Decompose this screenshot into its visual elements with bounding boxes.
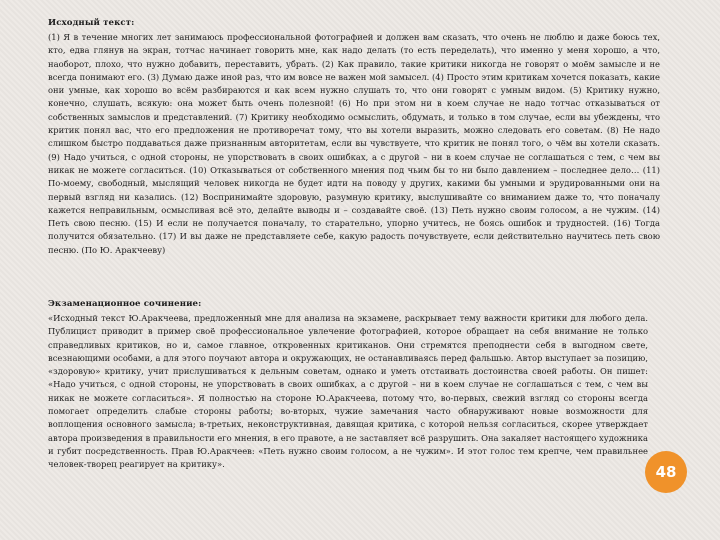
source-title: Исходный текст: bbox=[48, 18, 135, 28]
essay-title: Экзаменационное сочинение: bbox=[48, 299, 202, 309]
essay-text: «Исходный текст Ю.Аракчеева, предложенный мне для анализа на экзамене, раскрывает тему важности критики для любого дела. Публицист приводит в пример своё профессиональное увлечение фотографией, которое обращает на себя внимание не только справедливых критиков, но и, самое главное, откровенных критиканов. Они стремятся преподнести себя в выгодном свете, всезнающими особами, а для этого поучают автора и окружающих, не останавливаясь перед фальшью. Автор выступает за позицию, «здоровую» критику, учит прислушиваться к дельным советам, однако и уметь отстаивать достоинства своей работы. Он пишет: «Надо учиться, с одной стороны, не упорствовать в своих ошибках, а с другой – ни в коем случае не соглашаться с тем, с чем вы никак не можете согласиться». Я полностью на стороне Ю.Аракчеева, потому что, во-первых, свежий взгляд со стороны всегда помогает определить слабые стороны работы; во-вторых, чужие замечания часто обнаруживают новые возможности для воплощения основного замысла; в-третьих, неконструктивная, давящая критика, с которой нельзя согласиться, скорее утверждает автора произведения в правильности его мнения, в его правоте, а не заставляет всё разрушить. Она закаляет настоящего художника и губит посредственность. Прав Ю.Аракчеев: «Петь нужно своим голосом, а не чужим». И этот голос тем крепче, чем правильнее человек-творец реагирует на критику». bbox=[48, 313, 648, 470]
page-number-badge: 48 bbox=[645, 451, 687, 493]
source-text: (1) Я в течение многих лет занимаюсь профессиональной фотографией и должен вам сказать, что очень не люблю и даже боюсь тех, кто, едва глянув на экран, тотчас начинает говорить мне, как надо делать (то есть переделать), что именно у меня хорошо, а что, наоборот, плохо, что нужно добавить, переставить, убрать. (2) Как правило, такие критики никогда не говорят о моём замысле и не всегда понимают его. (3) Думаю даже иной раз, что им вовсе не важен мой замысел. (4) Просто этим критикам хочется показать, какие они умные, как хорошо во всём разбираются и как всем нужно слушать то, что они говорят с умным видом. (5) Критику нужно, конечно, слушать, всякую: она может быть очень полезной! (6) Но при этом ни в коем случае не надо тотчас отказываться от собственных замыслов и представлений. (7) Критику необходимо осмыслить, обдумать, и только в том случае, если вы убеждены, что критик понял вас, что его предложения не противоречат тому, что вы хотели выразить, можно следовать его советам. (8) Не надо слишком быстро поддаваться даже признанным авторитетам, если вы чувствуете, что критик не понял того, о чём вы хотели сказать. (9) Надо учиться, с одной стороны, не упорствовать в своих ошибках, а с другой – ни в коем случае не соглашаться с тем, с чем вы никак не можете согласиться. (10) Отказываться от собственного мнения под чьим бы то ни было давлением – последнее дело… (11) По-моему, свободный, мыслящий человек никогда не будет идти на поводу у других, какими бы умными и эрудированными они на первый взгляд ни казались. (12) Воспринимайте здоровую, разумную критику, выслушивайте со вниманием даже то, что поначалу кажется неправильным, осмысливая всё это, делайте выводы и – создавайте своё. (13) Петь нужно своим голосом, а не чужим. (14) Петь свою песню. (15) И если не получается поначалу, то старательно, упорно учитесь, не боясь ошибок и трудностей. (16) Тогда получится обязательно. (17) И вы даже не представляете себе, какую радость почувствуете, если действительно научитесь петь свою песню. (По Ю. Аракчееву) bbox=[48, 32, 660, 255]
